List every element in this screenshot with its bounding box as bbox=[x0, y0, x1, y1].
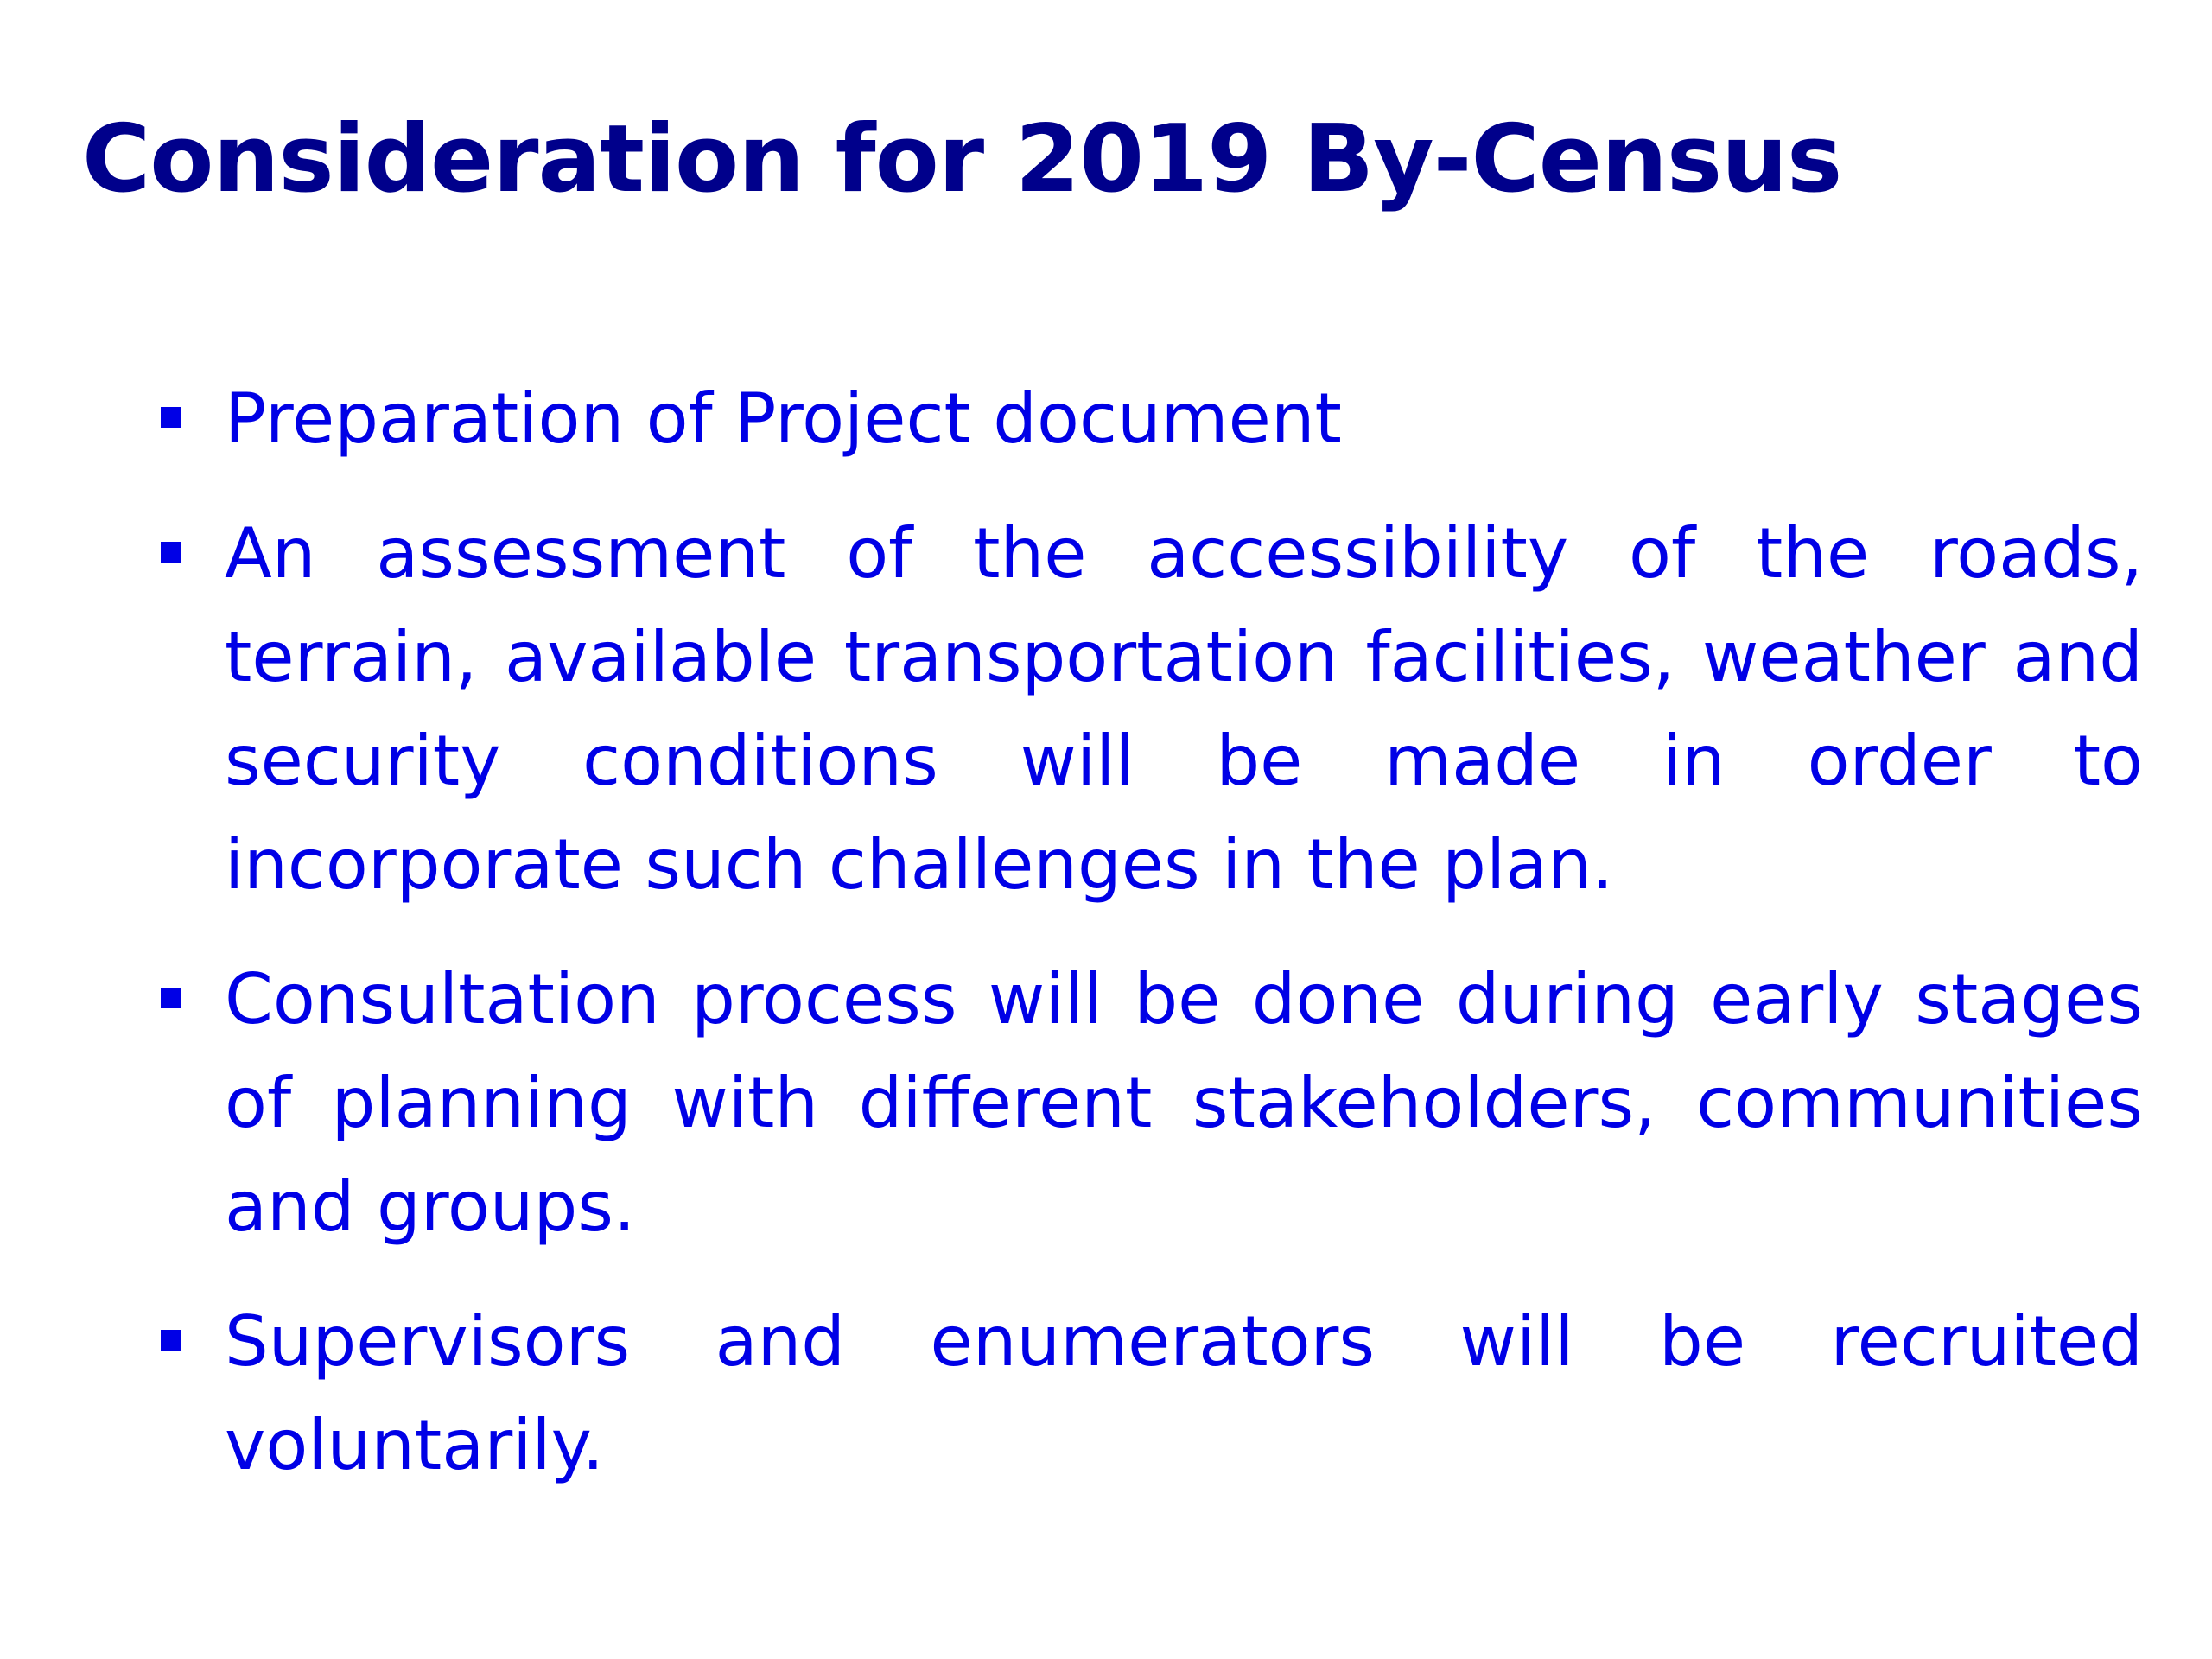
bullet-text: Consultation process will be done during early stages of planning with different stakeholders, communities and groups. bbox=[225, 959, 2143, 1247]
bullet-item bbox=[156, 948, 2143, 1259]
bullet-item bbox=[156, 367, 2143, 471]
square-bullet-icon bbox=[161, 1330, 181, 1351]
bullet-list bbox=[156, 367, 2143, 1529]
bullet-text: Preparation of Project document bbox=[225, 378, 1342, 459]
square-bullet-icon bbox=[161, 542, 181, 563]
slide-title: Consideration for 2019 By-Census bbox=[82, 105, 1842, 213]
bullet-text: An assessment of the accessibility of the roads, terrain, available transportation facilities, weather and security conditions will be made in order to incorporate such challenges in the plan. bbox=[225, 513, 2143, 905]
square-bullet-icon bbox=[161, 407, 181, 428]
bullet-item bbox=[156, 502, 2143, 917]
square-bullet-icon bbox=[161, 988, 181, 1008]
bullet-text: Supervisors and enumerators will be recruited voluntarily. bbox=[225, 1301, 2143, 1485]
bullet-item bbox=[156, 1290, 2143, 1497]
